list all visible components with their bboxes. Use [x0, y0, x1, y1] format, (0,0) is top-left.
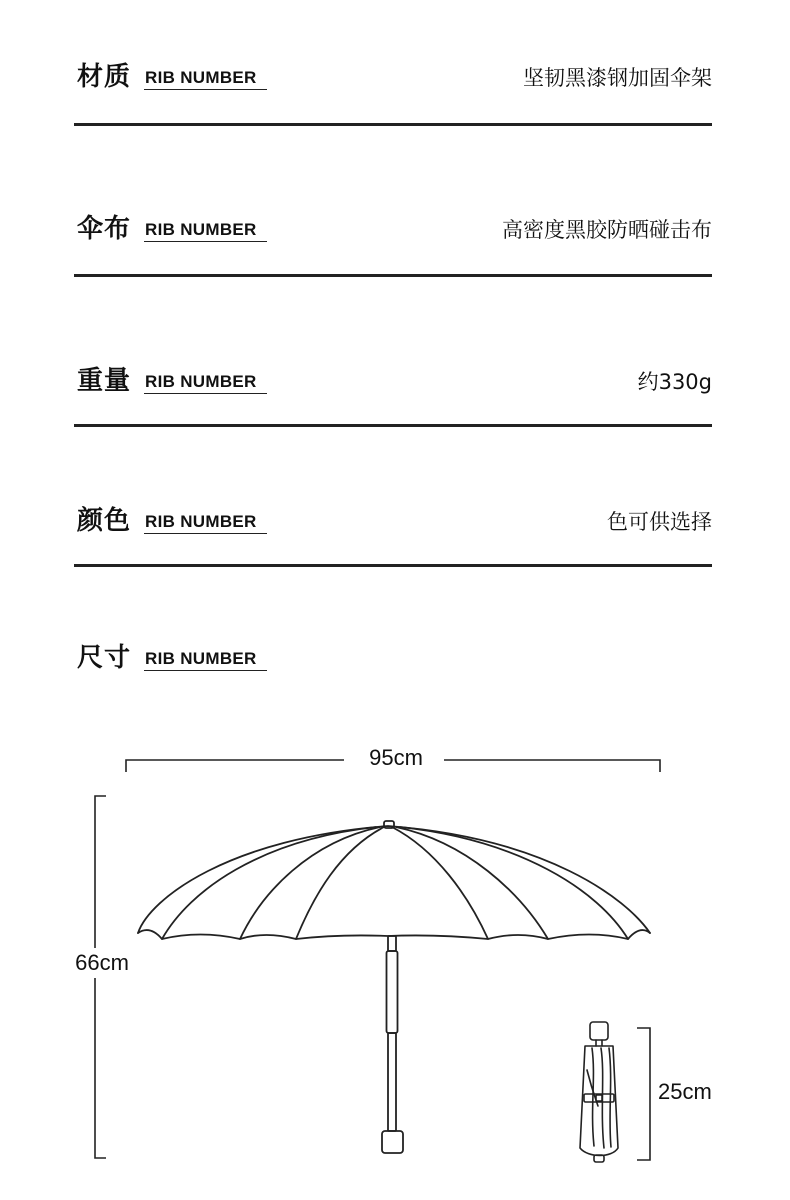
divider [74, 564, 712, 567]
height-dimension [95, 796, 106, 1158]
spec-value: 约330g [637, 370, 712, 394]
spec-value: 坚韧黑漆钢加固伞架 [523, 66, 712, 90]
spec-row-material [74, 62, 712, 112]
open-umbrella-icon [138, 821, 650, 1153]
spec-subtitle: RIB NUMBER [144, 649, 267, 671]
spec-title: 材质 [77, 62, 132, 92]
height-label: 66cm [75, 950, 129, 975]
spec-value: 色可供选择 [607, 510, 712, 534]
divider [74, 123, 712, 126]
spec-row-weight [74, 366, 712, 416]
spec-row-size [74, 643, 712, 693]
spec-subtitle: RIB NUMBER [144, 372, 267, 394]
folded-length-dimension [637, 1028, 650, 1160]
spec-value: 高密度黑胶防晒碰击布 [502, 218, 712, 242]
spec-title: 重量 [77, 366, 132, 396]
width-label: 95cm [369, 745, 423, 770]
divider [74, 274, 712, 277]
spec-subtitle: RIB NUMBER [144, 68, 267, 90]
spec-row-fabric [74, 214, 712, 264]
spec-row-color [74, 506, 712, 556]
folded-umbrella-icon [580, 1022, 618, 1162]
divider [74, 424, 712, 427]
folded-length-label: 25cm [658, 1079, 712, 1104]
spec-title: 颜色 [77, 506, 132, 536]
umbrella-size-diagram [0, 730, 790, 1200]
spec-title: 伞布 [77, 214, 132, 244]
spec-title: 尺寸 [77, 643, 132, 673]
spec-subtitle: RIB NUMBER [144, 220, 267, 242]
spec-subtitle: RIB NUMBER [144, 512, 267, 534]
